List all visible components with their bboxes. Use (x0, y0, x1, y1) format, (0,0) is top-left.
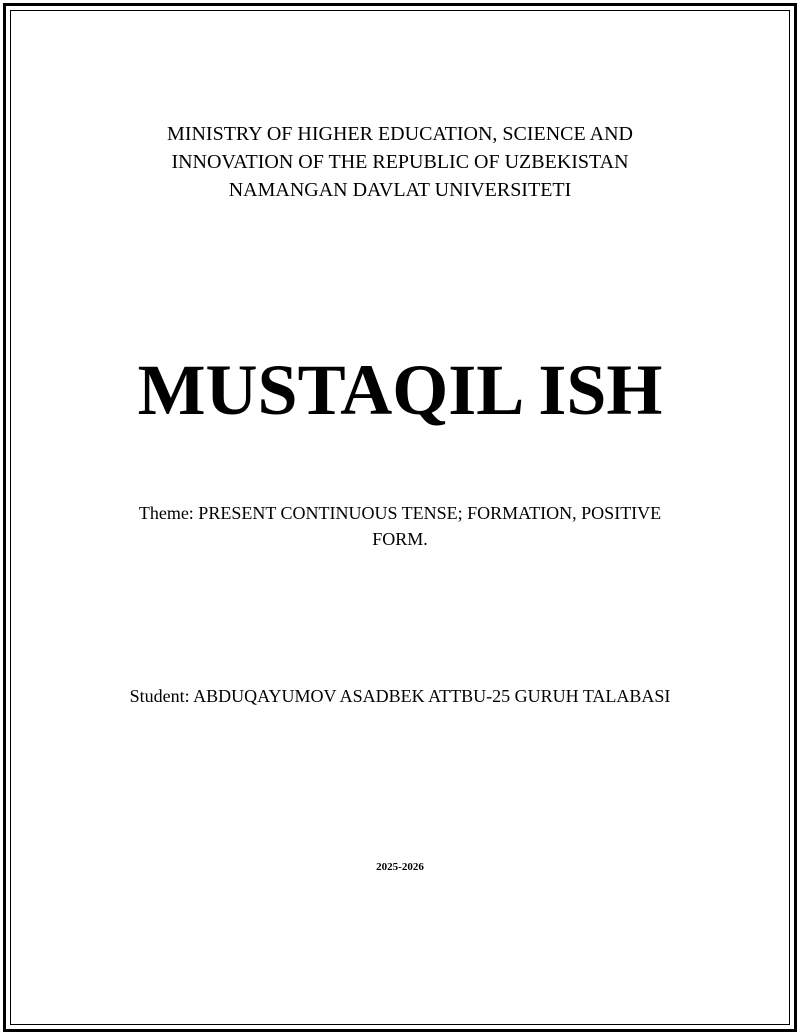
student-text: Student: ABDUQAYUMOV ASADBEK ATTBU-25 GURUH TALABASI (129, 686, 671, 706)
header-line-2: INNOVATION OF THE REPUBLIC OF UZBEKISTAN (171, 151, 629, 173)
academic-year: 2025-2026 (376, 861, 424, 873)
theme-text: Theme: PRESENT CONTINUOUS TENSE; FORMATION, POSITIVE FORM. (138, 503, 662, 549)
institution-header (0, 120, 800, 204)
header-line-3: NAMANGAN DAVLAT UNIVERSITETI (228, 179, 572, 201)
header-line-1: MINISTRY OF HIGHER EDUCATION, SCIENCE AND (167, 123, 633, 145)
document-title: MUSTAQIL ISH (137, 350, 663, 430)
